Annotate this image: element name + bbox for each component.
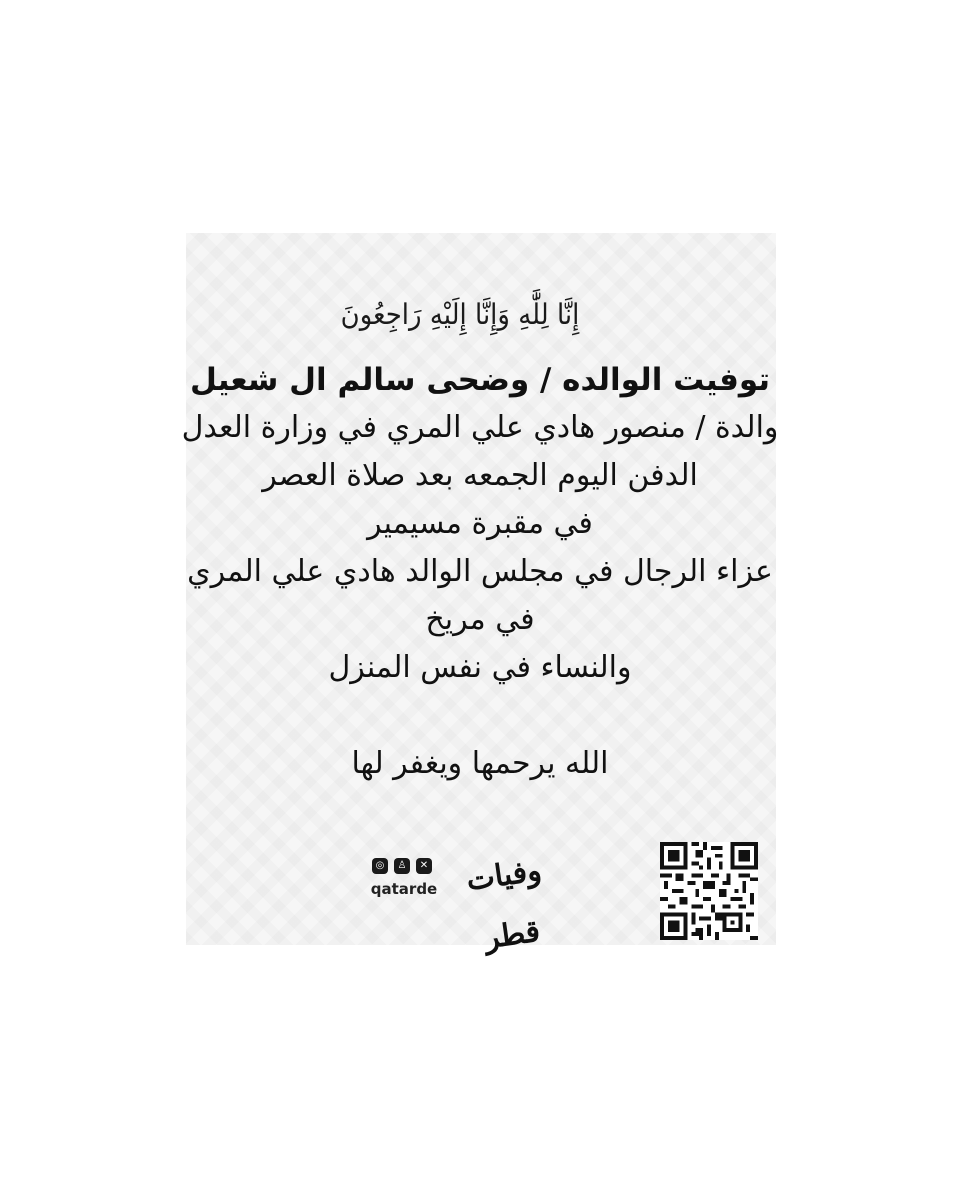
x-icon[interactable]: ✕ — [416, 858, 432, 874]
snapchat-icon[interactable]: ♙ — [394, 858, 410, 874]
notice-title: توفيت الوالده / وضحى سالم ال شعيل — [190, 362, 770, 398]
notice-line: والنساء في نفس المنزل — [328, 650, 632, 685]
notice-line: في مريخ — [425, 602, 535, 637]
notice-line: عزاء الرجال في مجلس الوالد هادي علي المري — [187, 554, 773, 589]
social-icons — [372, 858, 432, 876]
social-handle: qatarde — [370, 880, 438, 898]
brand-logo: وفيات قطر — [464, 852, 544, 957]
notice-line: في مقبرة مسيمير — [367, 506, 593, 541]
prayer-line: الله يرحمها ويغفر لها — [351, 746, 609, 781]
notice-line: الدفن اليوم الجمعه بعد صلاة العصر — [262, 458, 698, 493]
notice-line: والدة / منصور هادي علي المري في وزارة العدل — [181, 410, 779, 445]
basmala-calligraphy: إِنَّا لِلَّٰهِ وَإِنَّا إِلَيْهِ رَاجِعُونَ — [340, 298, 580, 332]
footer-brand — [366, 846, 556, 957]
qr-code[interactable] — [660, 842, 758, 940]
instagram-icon[interactable]: ◎ — [372, 858, 388, 874]
spacer — [150, 692, 810, 740]
notice-text — [150, 356, 810, 788]
